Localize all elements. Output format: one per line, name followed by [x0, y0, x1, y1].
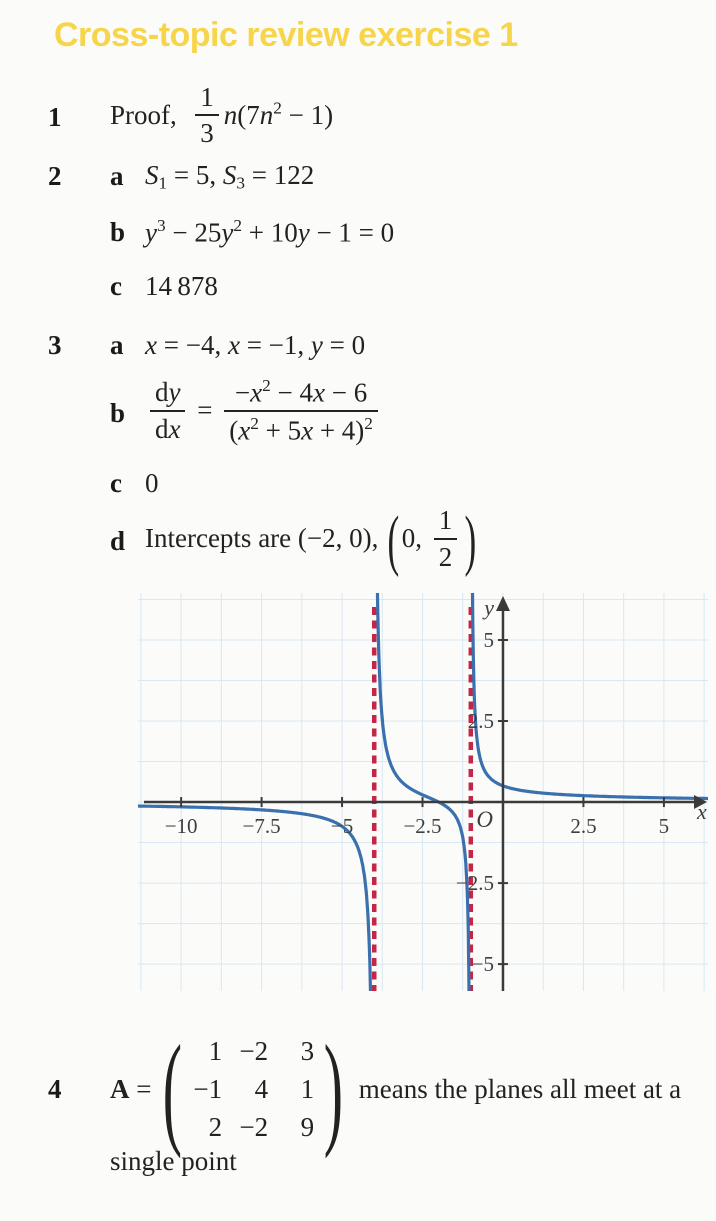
answer-graph	[138, 593, 708, 991]
question-3-part-a	[0, 330, 365, 361]
part-label: a	[110, 330, 124, 360]
rational-function-plot	[138, 593, 708, 991]
matrix	[184, 1036, 322, 1143]
question-2-part-b	[0, 216, 394, 248]
svg-text:5: 5	[658, 814, 670, 839]
svg-text:−7.5: −7.5	[242, 814, 281, 839]
answer-value: 14 878	[145, 271, 218, 301]
matrix-cell: 9	[300, 1111, 315, 1142]
math-expression: Intercepts are (−2, 0), (0, $\frac{1}{2}$ )	[145, 502, 477, 579]
svg-text:−2.5: −2.5	[403, 814, 442, 839]
question-3-part-b	[0, 374, 383, 452]
equals-sign: =	[136, 1073, 152, 1104]
svg-text:y: y	[484, 595, 494, 620]
answer-text-continued: single point	[110, 1146, 237, 1176]
matrix-cell: −2	[239, 1111, 269, 1142]
math-expression: Proof, $\frac{1}{3}$ $n(7n^2 - 1)$	[110, 82, 334, 149]
question-number: 1	[48, 102, 62, 133]
svg-text:x: x	[697, 799, 707, 825]
question-3-part-d	[0, 502, 479, 579]
svg-text:−5: −5	[471, 952, 494, 977]
matrix-cell: −1	[193, 1073, 223, 1104]
svg-text:2.5: 2.5	[467, 709, 494, 734]
svg-text:5: 5	[483, 627, 494, 652]
question-number: 2	[48, 161, 62, 192]
svg-text:2.5: 2.5	[570, 814, 597, 839]
math-expression: S1 = 5, S3 = 122	[145, 160, 315, 193]
math-expression: $y^3 - 25y^2 + 10y - 1 = 0$	[145, 216, 395, 248]
question-number: 3	[48, 330, 62, 360]
matrix-cell: 4	[254, 1073, 269, 1104]
matrix-cell: 3	[300, 1035, 315, 1066]
question-2-part-a	[0, 160, 314, 193]
part-label: c	[110, 271, 122, 301]
answer-text: means the planes all meet at a	[358, 1073, 682, 1104]
svg-text:O: O	[476, 807, 493, 833]
matrix-name: A	[110, 1073, 130, 1104]
part-label: b	[110, 397, 126, 428]
part-label: c	[110, 468, 122, 498]
question-3-part-c	[0, 468, 159, 499]
matrix-cell: 1	[300, 1073, 315, 1104]
matrix-cell: 2	[208, 1111, 223, 1142]
matrix-cell: 1	[208, 1035, 223, 1066]
math-expression: $\frac{dy}{dx}$ = $\frac{-x^2 - 4x - 6}{(x^2 + 5x + 4)^2}$	[145, 378, 383, 448]
answer-value: 0	[145, 468, 159, 498]
part-label: d	[110, 525, 126, 556]
matrix-equation: A = ( 1 −2 3 −1 4 1 2 −2 9 ) means the planes all meet at a	[110, 1018, 682, 1160]
question-2-part-c	[0, 271, 218, 302]
part-label: b	[110, 216, 126, 247]
math-expression: x = −4, x = −1, y = 0	[145, 330, 366, 360]
svg-text:−10: −10	[164, 814, 198, 839]
question-1	[0, 84, 333, 151]
question-number: 4	[48, 1073, 62, 1104]
svg-text:−5: −5	[330, 814, 354, 839]
question-4	[0, 1018, 682, 1160]
page-title: Cross-topic review exercise 1	[54, 16, 518, 54]
matrix-cell: −2	[239, 1035, 269, 1066]
part-label: a	[110, 161, 124, 192]
svg-text:−2.5: −2.5	[455, 871, 494, 896]
